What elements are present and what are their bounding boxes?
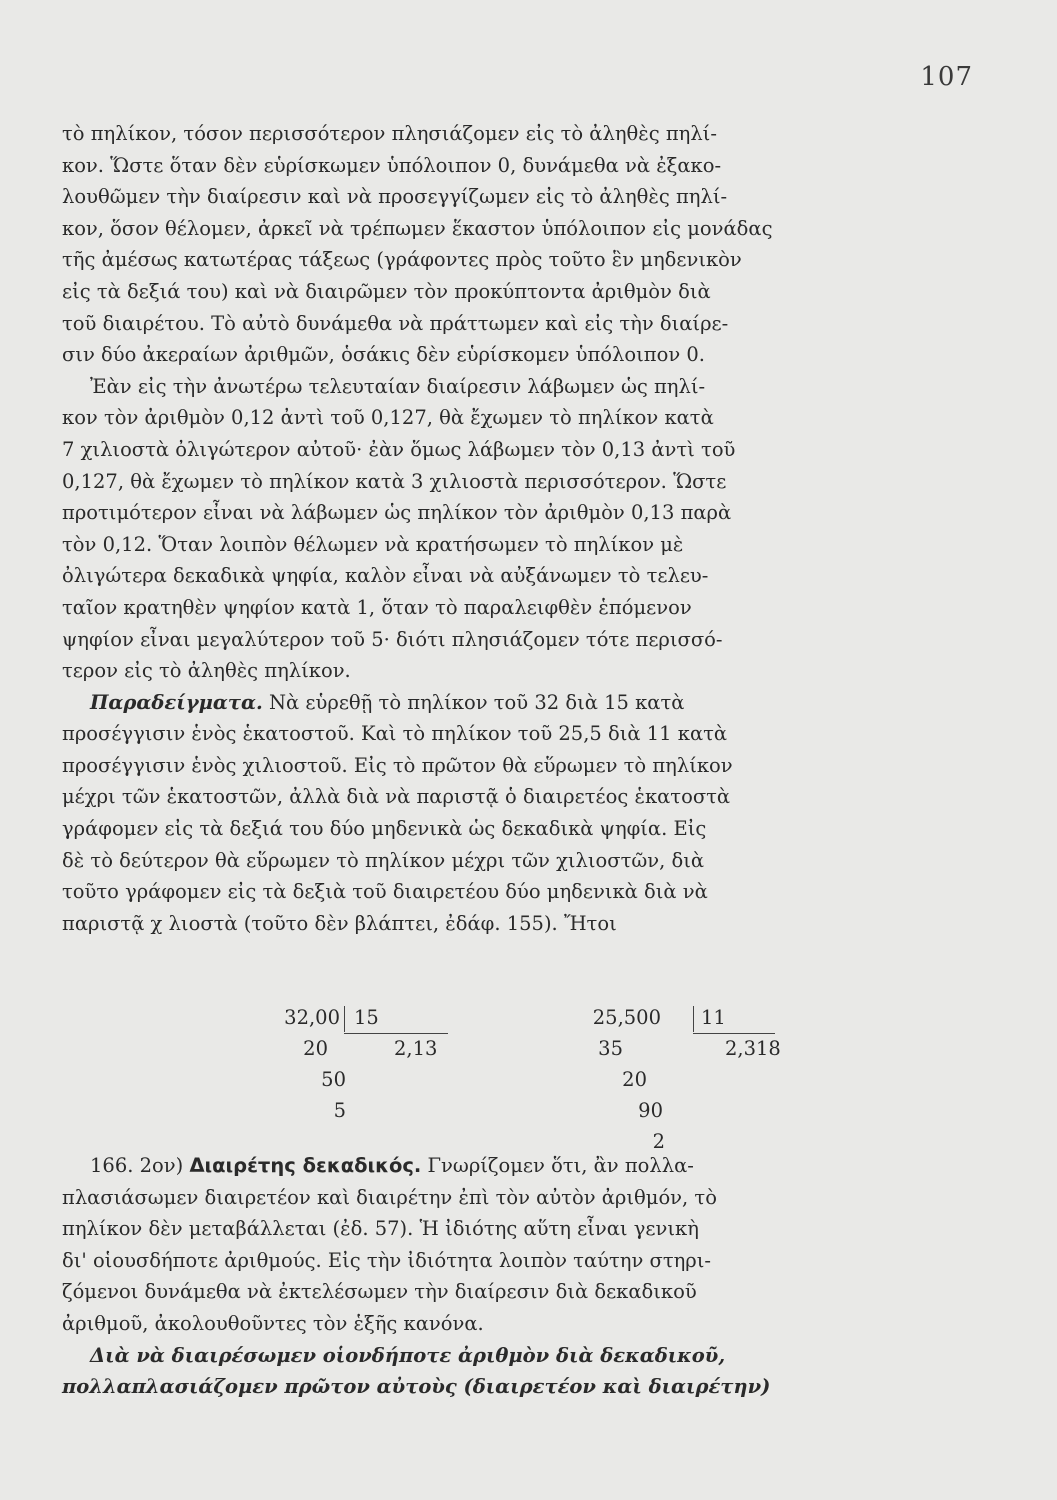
rule-paragraph: [62, 1340, 962, 1403]
examples-paragraph: [62, 687, 962, 940]
dividend: 32,00: [284, 1006, 340, 1029]
text-line: κον. Ὥστε ὅταν δὲν εὑρίσκωμεν ὑπόλοιπον 0, δυνάμεθα νὰ ἐξακο-: [62, 153, 722, 177]
text-line: κον τὸν ἀριθμὸν 0,12 ἀντὶ τοῦ 0,127, θὰ ἔχωμεν τὸ πηλίκον κατὰ: [62, 406, 714, 430]
text-line: ταῖον κρατηθὲν ψηφίον κατὰ 1, ὅταν τὸ παραλειφθὲν ἑπόμενον: [62, 595, 692, 619]
text-line: τὸν 0,12. Ὅταν λοιπὸν θέλωμεν νὰ κρατήσωμεν τὸ πηλίκον μὲ: [62, 532, 684, 556]
text-line: ζόμενοι δυνάμεθα νὰ ἐκτελέσωμεν τὴν διαίρεσιν διὰ δεκαδικοῦ: [62, 1280, 697, 1304]
remainder: 2: [652, 1130, 665, 1153]
text-line: σιν δύο ἀκεραίων ἀριθμῶν, ὁσάκις δὲν εὑρίσκομεν ὑπόλοιπον 0.: [62, 343, 706, 367]
text-line: δὲ τὸ δεύτερον θὰ εὕρωμεν τὸ πηλίκον μέχρι τῶν χιλιοστῶν, διὰ: [62, 848, 705, 872]
divisor: 15: [354, 1006, 379, 1029]
division-bar-vertical: [693, 1006, 694, 1032]
text-line: μέχρι τῶν ἑκατοστῶν, ἀλλὰ διὰ νὰ παριστᾷ ὁ διαιρετέος ἑκατοστὰ: [62, 785, 731, 809]
division-bar-horizontal: [693, 1033, 775, 1034]
text-line: λουθῶμεν τὴν διαίρεσιν καὶ νὰ προσεγγίζωμεν εἰς τὸ ἀληθὲς πηλί-: [62, 185, 728, 209]
text-line: παριστᾷ χ λιοστὰ (τοῦτο δὲν βλάπτει, ἐδάφ. 155). Ἤτοι: [62, 911, 617, 935]
text-line: 7 χιλιοστὰ ὀλιγώτερον αὐτοῦ· ἐὰν ὅμως λάβωμεν τὸν 0,13 ἀντὶ τοῦ: [62, 437, 736, 461]
text-line: Ἐὰν εἰς τὴν ἀνωτέρω τελευταίαν διαίρεσιν λάβωμεν ὡς πηλί-: [90, 374, 706, 398]
section-number: 166. 2ον): [90, 1154, 184, 1177]
text-line: τοῦτο γράφομεν εἰς τὰ δεξιὰ τοῦ διαιρετέου δύο μηδενικὰ διὰ νὰ: [62, 880, 708, 904]
rule-line: Διὰ νὰ διαιρέσωμεν οἱονδήποτε ἀριθμὸν διὰ δεκαδικοῦ,: [90, 1343, 726, 1367]
remainder: 20: [622, 1068, 647, 1091]
text-line: τῆς ἀμέσως κατωτέρας τάξεως (γράφοντες πρὸς τοῦτο ἓν μηδενικὸν: [62, 248, 742, 272]
main-text: [62, 118, 962, 939]
text-line: [62, 687, 962, 719]
division-bar-vertical: [344, 1006, 345, 1032]
paragraph-1: [62, 118, 962, 371]
text-line: 0,127, θὰ ἔχωμεν τὸ πηλίκον κατὰ 3 χιλιοστὰ περισσότερον. Ὥστε: [62, 469, 727, 493]
text-line: τοῦ διαιρέτου. Τὸ αὐτὸ δυνάμεθα νὰ πράττωμεν καὶ εἰς τὴν διαίρε-: [62, 311, 729, 335]
division-bar-horizontal: [344, 1033, 448, 1034]
text-line: δι' οἱουσδήποτε ἀριθμούς. Εἰς τὴν ἰδιότητα λοιπὸν ταύτην στηρι-: [62, 1248, 711, 1272]
dividend: 25,500: [592, 1006, 661, 1029]
remainder: 5: [333, 1099, 346, 1122]
text-line: εἰς τὰ δεξιά του) καὶ νὰ διαιρῶμεν τὸν προκύπτοντα ἀριθμὸν διὰ: [62, 279, 711, 303]
text-line: [62, 1150, 962, 1182]
text-line: γράφομεν εἰς τὰ δεξιά του δύο μηδενικὰ ὡς δεκαδικὰ ψηφία. Εἰς: [62, 817, 707, 841]
remainder: 20: [303, 1037, 328, 1060]
section-first-line: Γνωρίζομεν ὅτι, ἂν πολλα-: [427, 1154, 694, 1177]
remainder: 50: [321, 1068, 346, 1091]
quotient: 2,318: [725, 1037, 781, 1060]
rule-line: πολλαπλασιάζομεν πρῶτον αὐτοὺς (διαιρετέον καὶ διαιρέτην): [62, 1375, 771, 1399]
text-line: τὸ πηλίκον, τόσον περισσότερον πλησιάζομεν εἰς τὸ ἀληθὲς πηλί-: [62, 122, 717, 145]
text-line: προσέγγισιν ἑνὸς χιλιοστοῦ. Εἰς τὸ πρῶτον θὰ εὕρωμεν τὸ πηλίκον: [62, 753, 733, 777]
page-number: 107: [920, 62, 973, 92]
text-line: ψηφίον εἶναι μεγαλύτερον τοῦ 5· διότι πλησιάζομεν τότε περισσό-: [62, 627, 723, 651]
text-line: τερον εἰς τὸ ἀληθὲς πηλίκον.: [62, 659, 351, 683]
text-line: πλασιάσωμεν διαιρετέον καὶ διαιρέτην ἐπὶ τὸν αὐτὸν ἀριθμόν, τὸ: [62, 1185, 717, 1209]
text-line: ὀλιγώτερα δεκαδικὰ ψηφία, καλὸν εἶναι νὰ αὐξάνωμεν τὸ τελευ-: [62, 564, 709, 588]
remainder: 90: [638, 1099, 663, 1122]
text-line: πηλίκον δὲν μεταβάλλεται (ἐδ. 57). Ἡ ἰδιότης αὕτη εἶναι γενικὴ: [62, 1217, 699, 1241]
section-title: Διαιρέτης δεκαδικός.: [189, 1154, 422, 1177]
text-line: προσέγγισιν ἑνὸς ἑκατοστοῦ. Καὶ τὸ πηλίκον τοῦ 25,5 διὰ 11 κατὰ: [62, 722, 728, 746]
section-166: [62, 1150, 962, 1403]
text-line: κον, ὅσον θέλομεν, ἀρκεῖ νὰ τρέπωμεν ἕκαστον ὑπόλοιπον εἰς μονάδας: [62, 216, 773, 240]
text-line: ἀριθμοῦ, ἀκολουθοῦντες τὸν ἑξῆς κανόνα.: [62, 1311, 484, 1335]
examples-heading: Παραδείγματα.: [90, 690, 263, 714]
divisor: 11: [701, 1006, 726, 1029]
remainder: 35: [598, 1037, 623, 1060]
paragraph-2: [62, 371, 962, 687]
examples-first-line: Νὰ εὑρεθῇ τὸ πηλίκον τοῦ 32 διὰ 15 κατὰ: [268, 690, 685, 714]
quotient: 2,13: [394, 1037, 438, 1060]
text-line: προτιμότερον εἶναι νὰ λάβωμεν ὡς πηλίκον τὸν ἀριθμὸν 0,13 παρὰ: [62, 501, 732, 525]
